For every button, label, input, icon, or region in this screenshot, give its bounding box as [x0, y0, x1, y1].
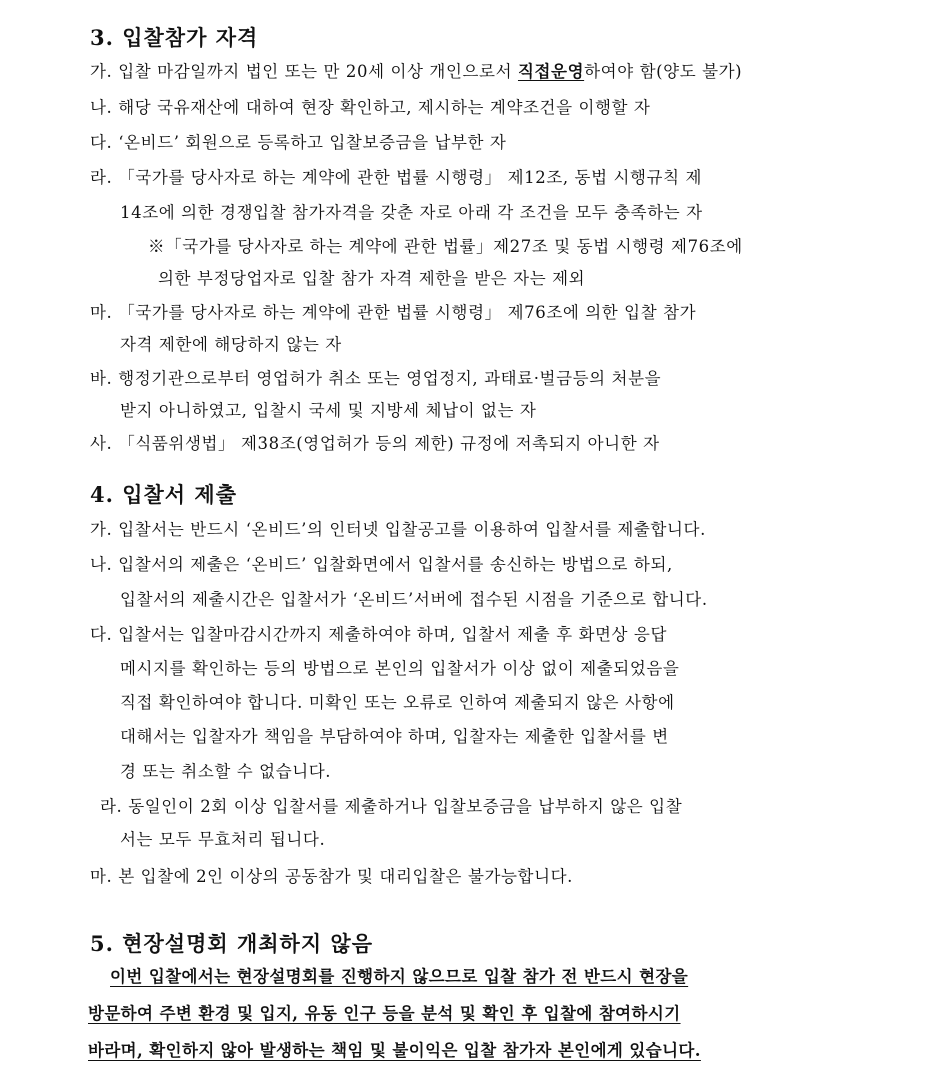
section-4-item-ma: 마. 본 입찰에 2인 이상의 공동참가 및 대리입찰은 불가능합니다.: [90, 867, 574, 886]
section-4-title: 4. 입찰서 제출: [90, 482, 237, 507]
section-3-item-na: 나. 해당 국유재산에 대하여 현장 확인하고, 제시하는 계약조건을 이행할 자: [90, 98, 651, 117]
section-3-item-ra: 라. 「국가를 당사자로 하는 계약에 관한 법률 시행령」 제12조, 동법 시행규칙 제: [90, 168, 703, 187]
section-3-item-ga: 가. 입찰 마감일까지 법인 또는 만 20세 이상 개인으로서 직접운영하여야 함(양도 불가): [90, 62, 743, 81]
notice-line-3: 바라며, 확인하지 않아 발생하는 책임 및 불이익은 입찰 참가자 본인에게 있습니다.: [88, 1041, 701, 1060]
section-4-item-ga: 가. 입찰서는 반드시 ‘온비드’의 인터넷 입찰공고를 이용하여 입찰서를 제출합니다.: [90, 520, 706, 539]
section-3-title: 3. 입찰참가 자격: [90, 25, 259, 50]
notice-line-1: 이번 입찰에서는 현장설명회를 진행하지 않으므로 입찰 참가 전 반드시 현장을: [110, 967, 689, 986]
section-3-item-ba: 바. 행정기관으로부터 영업허가 취소 또는 영업정지, 과태료·벌금등의 처분을: [90, 369, 662, 388]
section-3-item-da: 다. ‘온비드’ 회원으로 등록하고 입찰보증금을 납부한 자: [90, 133, 507, 152]
section-4-item-ra-cont: 서는 모두 무효처리 됩니다.: [120, 830, 326, 849]
section-3-item-ma: 마. 「국가를 당사자로 하는 계약에 관한 법률 시행령」 제76조에 의한 입찰 참가: [90, 303, 697, 322]
section-3-note: ※「국가를 당사자로 하는 계약에 관한 법률」제27조 및 동법 시행령 제76조에: [148, 237, 743, 256]
section-3-item-sa: 사. 「식품위생법」 제38조(영업허가 등의 제한) 규정에 저촉되지 아니한 자: [90, 434, 660, 453]
section-4-item-da-cont-4: 경 또는 취소할 수 없습니다.: [120, 762, 332, 781]
section-4-item-da-cont-1: 메시지를 확인하는 등의 방법으로 본인의 입찰서가 이상 없이 제출되었음을: [120, 659, 680, 678]
section-4-item-da-cont-2: 직접 확인하여야 합니다. 미확인 또는 오류로 인하여 제출되지 않은 사항에: [120, 693, 675, 712]
section-4-item-ra: 라. 동일인이 2회 이상 입찰서를 제출하거나 입찰보증금을 납부하지 않은 입찰: [100, 797, 683, 816]
section-5-title: 5. 현장설명회 개최하지 않음: [90, 931, 374, 956]
section-4-item-da: 다. 입찰서는 입찰마감시간까지 제출하여야 하며, 입찰서 제출 후 화면상 응답: [90, 625, 668, 644]
section-3-item-ma-cont: 자격 제한에 해당하지 않는 자: [120, 335, 342, 354]
notice-line-2: 방문하여 주변 환경 및 입지, 유동 인구 등을 분석 및 확인 후 입찰에 참여하시기: [88, 1004, 681, 1023]
direct-operation-highlight: 직접운영: [517, 62, 585, 81]
section-3-item-ba-cont: 받지 아니하였고, 입찰시 국세 및 지방세 체납이 없는 자: [120, 401, 537, 420]
section-3-note-cont: 의한 부정당업자로 입찰 참가 자격 제한을 받은 자는 제외: [158, 269, 586, 288]
section-4-item-da-cont-3: 대해서는 입찰자가 책임을 부담하여야 하며, 입찰자는 제출한 입찰서를 변: [120, 727, 669, 746]
section-4-item-na: 나. 입찰서의 제출은 ‘온비드’ 입찰화면에서 입찰서를 송신하는 방법으로 하되,: [90, 555, 673, 574]
section-4-item-na-cont: 입찰서의 제출시간은 입찰서가 ‘온비드’서버에 접수된 시점을 기준으로 합니다.: [120, 590, 708, 609]
section-3-item-ra-cont: 14조에 의한 경쟁입찰 참가자격을 갖춘 자로 아래 각 조건을 모두 충족하는 자: [120, 203, 703, 222]
